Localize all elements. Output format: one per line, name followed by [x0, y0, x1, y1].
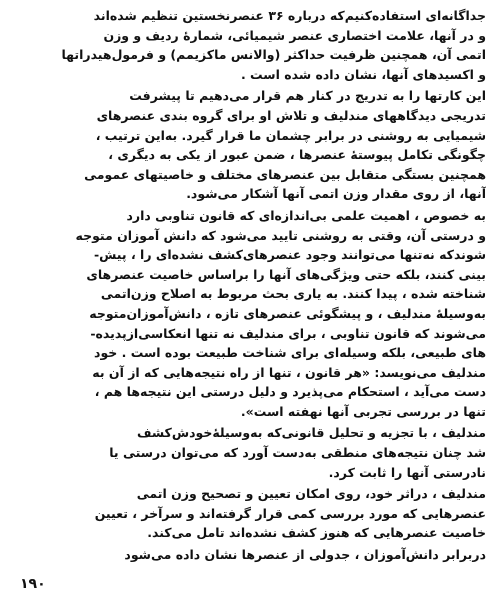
page-number: ۱۹۰ [20, 576, 46, 592]
paragraph-4: مندلیف ، با تجزیه و تحلیل قانونی‌که به‌وسیلهٔ‌خودش‌کشف شد چنان نتیجه‌های منطقی به‌دست آورد که می‌توان درستی یا نادرستی آنها را ثابت کرد. [109, 425, 486, 480]
paragraph-3: به خصوص ، اهمیت علمی بی‌اندازه‌ای که قانون تناوبی دارد و درستی آن، وقتی به روشنی تایید می‌شود که دانش آموزان متوجه شوندکه نه‌تنها می‌توانند وجود عنصرهای‌کشف نشده‌ای را ، پیش- بینی کنند، بلکه حتی ویژگی‌های آنها را براساس خاصیت عنصرهای شناخته شده ، پیدا کنند. به یاری بحث مربوط به اصلاح وزن‌اتمی به‌وسیلهٔ مندلیف ، و پیشگوئی عنصرهای تازه ، دانش‌آموزان‌متوجه می‌شوند که قانون تناوبی ، برای مندلیف نه تنها انعکاسی‌ازپدیده- های طبیعی، بلکه وسیله‌ای برای شناخت طبیعت بوده است . خود مندلیف می‌نویسد: «هر قانون ، تنها از راه نتیجه‌هایی که از آن به دست می‌آید ، استحکام می‌پذیرد و دلیل درستی این نتیجه‌ها هم ، تنها در بررسی تجربی آنها نهفته است». [75, 207, 486, 419]
paragraph-2: این کارتها را به تدریج در کنار هم قرار می‌دهیم تا پیشرفت تدریجی دیدگاههای مندلیف و تلاش او برای گروه بندی عنصرهای شیمیایی به روشنی در برابر چشمان ما قرار گیرد. به‌این ترتیب ، چگونگی تکامل پیوستهٔ عنصرها ، ضمن عبور از یکی به دیگری ، همچنین بستگی متقابل بین عنصرهای مختلف و خاصیتهای عمومی آنها، از روی مقدار وزن اتمی آنها آشکار می‌شود. [84, 88, 486, 202]
paragraph-6: دربرابر دانش‌آموزان ، جدولی از عنصرها نشان داده می‌شود [124, 547, 486, 563]
document-page [14, 6, 486, 566]
paragraph-1: جداگانه‌ای استفاده‌کنیم‌که درباره‌ ۳۶ عنصرنخستین تنظیم شده‌اند و در آنها، علامت اختصاری عنصر شیمیائی، شمارهٔ ردیف و وزن اتمی آن، همچنین ظرفیت حداکثر (والانس ماکزیمم) و فرمول‌هیدراتها و اکسیدهای آنها، نشان داده شده است . [61, 8, 486, 82]
paragraph-5: مندلیف ، دراثر خود، روی امکان تعیین و تصحیح وزن اتمی عنصرهایی که مورد بررسی کمی قرار گرفته‌اند و سرآخر ، تعیین خاصیت عنصرهایی که هنوز کشف نشده‌اند تامل می‌کند. [94, 486, 486, 541]
